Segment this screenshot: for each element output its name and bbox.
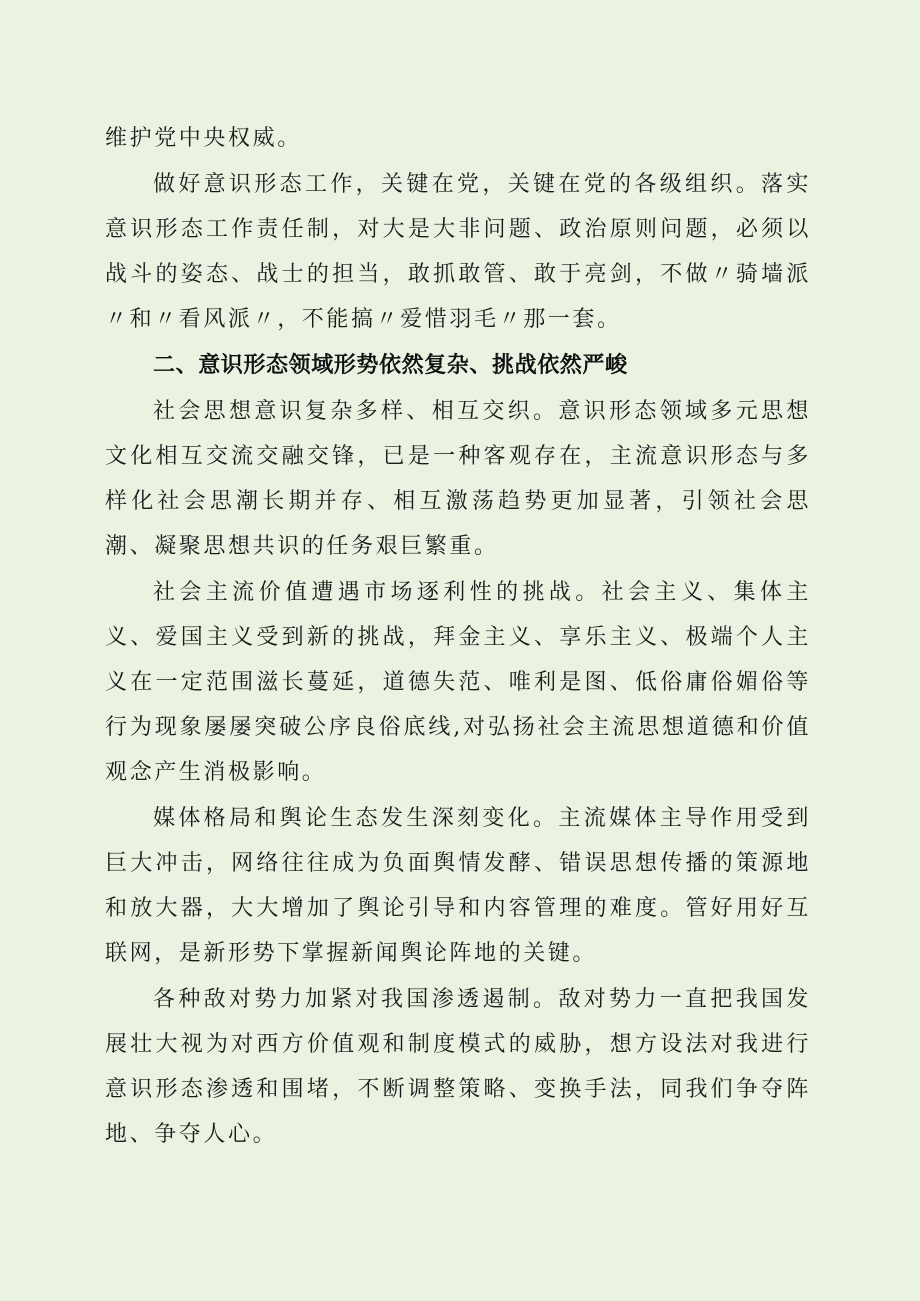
paragraph-hostile-forces: 各种敌对势力加紧对我国渗透遏制。敌对势力一直把我国发展壮大视为对西方价值观和制度模式的威胁，想方设法对我进行意识形态渗透和围堵，不断调整策略、变换手法，同我们争夺阵地、争夺人心。	[105, 987, 811, 1147]
paragraph-media-landscape: 媒体格局和舆论生态发生深刻变化。主流媒体主导作用受到巨大冲击，网络往往成为负面舆情发酵、错误思想传播的策源地和放大器，大大增加了舆论引导和内容管理的难度。管好用好互联网，是新形势下掌握新闻舆论阵地的关键。	[105, 806, 811, 966]
document-page	[105, 116, 811, 1158]
section-heading: 二、意识形态领域形势依然复杂、挑战依然严峻	[153, 353, 628, 378]
paragraph-mainstream-values: 社会主流价值遭遇市场逐利性的挑战。社会主义、集体主义、爱国主义受到新的挑战，拜金主义、享乐主义、极端个人主义在一定范围滋长蔓延，道德失范、唯利是图、低俗庸俗媚俗等行为现象屡屡突破公序良俗底线,对弘扬社会主流思想道德和价值观念产生消极影响。	[105, 580, 811, 785]
paragraph-continuation: 维护党中央权威。	[105, 126, 302, 151]
paragraph-responsibility: 做好意识形态工作，关键在党，关键在党的各级组织。落实意识形态工作责任制，对大是大非问题、政治原则问题，必须以战斗的姿态、战士的担当，敢抓敢管、敢于亮剑，不做〃骑墙派〃和〃看风派〃，不能搞〃爱惜羽毛〃那一套。	[105, 172, 811, 332]
paragraph-social-thought: 社会思想意识复杂多样、相互交织。意识形态领域多元思想文化相互交流交融交锋，已是一种客观存在，主流意识形态与多样化社会思潮长期并存、相互激荡趋势更加显著，引领社会思潮、凝聚思想共识的任务艰巨繁重。	[105, 399, 811, 559]
